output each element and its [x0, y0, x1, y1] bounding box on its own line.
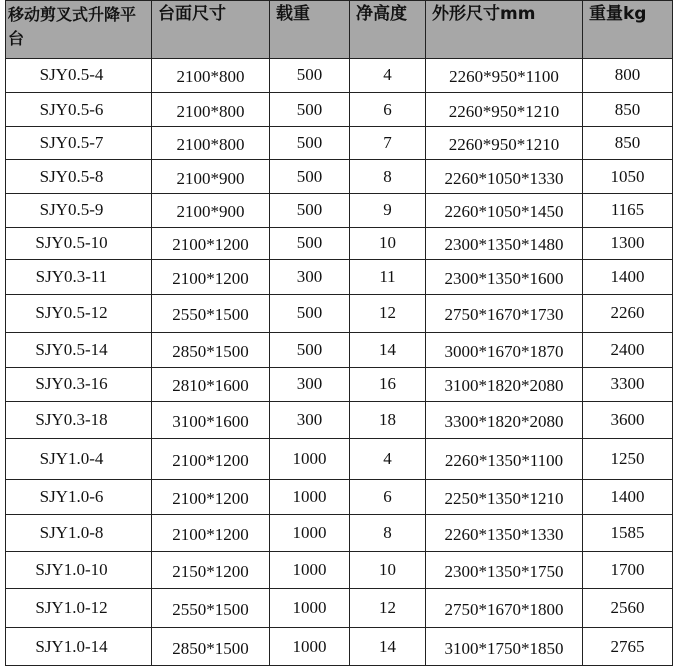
- cell-model: SJY0.5-7: [6, 127, 152, 160]
- cell-platform-size: 2100*900: [152, 160, 270, 194]
- table-row: [6, 160, 673, 194]
- cell-platform-size: 2550*1500: [152, 589, 270, 628]
- table-row: [6, 589, 673, 628]
- cell-model: SJY1.0-10: [6, 552, 152, 589]
- cell-weight: 850: [583, 127, 673, 160]
- cell-weight: 3600: [583, 402, 673, 439]
- cell-height: 4: [350, 59, 426, 93]
- cell-platform-size: 2100*1200: [152, 260, 270, 295]
- cell-load: 1000: [270, 439, 350, 480]
- table-row: [6, 552, 673, 589]
- table-row: [6, 479, 673, 514]
- cell-height: 11: [350, 260, 426, 295]
- cell-height: 14: [350, 628, 426, 666]
- table-row: [6, 628, 673, 666]
- cell-model: SJY1.0-6: [6, 479, 152, 514]
- cell-load: 500: [270, 127, 350, 160]
- cell-overall-size: 2260*1350*1100: [426, 439, 583, 480]
- cell-height: 18: [350, 402, 426, 439]
- cell-height: 7: [350, 127, 426, 160]
- cell-weight: 1400: [583, 260, 673, 295]
- cell-platform-size: 2850*1500: [152, 628, 270, 666]
- header-height: 净高度: [350, 1, 426, 59]
- cell-model: SJY0.5-12: [6, 295, 152, 333]
- cell-platform-size: 2550*1500: [152, 295, 270, 333]
- cell-model: SJY1.0-8: [6, 514, 152, 552]
- cell-overall-size: 2300*1350*1750: [426, 552, 583, 589]
- cell-overall-size: 2260*950*1100: [426, 59, 583, 93]
- cell-model: SJY0.5-8: [6, 160, 152, 194]
- cell-overall-size: 2300*1350*1600: [426, 260, 583, 295]
- cell-model: SJY0.5-14: [6, 332, 152, 367]
- cell-model: SJY1.0-14: [6, 628, 152, 666]
- cell-weight: 3300: [583, 367, 673, 402]
- cell-platform-size: 2100*1200: [152, 439, 270, 480]
- cell-load: 500: [270, 295, 350, 333]
- cell-height: 12: [350, 589, 426, 628]
- cell-overall-size: 2250*1350*1210: [426, 479, 583, 514]
- cell-height: 6: [350, 479, 426, 514]
- cell-weight: 1700: [583, 552, 673, 589]
- cell-overall-size: 2260*1050*1330: [426, 160, 583, 194]
- cell-load: 500: [270, 160, 350, 194]
- table-row: [6, 127, 673, 160]
- cell-model: SJY0.3-11: [6, 260, 152, 295]
- cell-weight: 1300: [583, 227, 673, 260]
- cell-model: SJY0.5-9: [6, 193, 152, 227]
- cell-model: SJY0.5-10: [6, 227, 152, 260]
- cell-platform-size: 2810*1600: [152, 367, 270, 402]
- cell-weight: 1250: [583, 439, 673, 480]
- cell-weight: 2765: [583, 628, 673, 666]
- cell-platform-size: 2100*1200: [152, 514, 270, 552]
- cell-load: 1000: [270, 589, 350, 628]
- cell-platform-size: 2100*800: [152, 92, 270, 127]
- cell-weight: 1165: [583, 193, 673, 227]
- cell-load: 300: [270, 402, 350, 439]
- cell-model: SJY0.5-6: [6, 92, 152, 127]
- cell-weight: 850: [583, 92, 673, 127]
- cell-weight: 1050: [583, 160, 673, 194]
- cell-height: 10: [350, 552, 426, 589]
- cell-load: 1000: [270, 552, 350, 589]
- cell-platform-size: 2100*800: [152, 59, 270, 93]
- header-row: [6, 1, 673, 59]
- cell-overall-size: 2300*1350*1480: [426, 227, 583, 260]
- cell-height: 9: [350, 193, 426, 227]
- cell-overall-size: 3100*1750*1850: [426, 628, 583, 666]
- cell-height: 8: [350, 514, 426, 552]
- cell-weight: 2400: [583, 332, 673, 367]
- cell-load: 300: [270, 367, 350, 402]
- cell-height: 10: [350, 227, 426, 260]
- cell-overall-size: 3300*1820*2080: [426, 402, 583, 439]
- cell-overall-size: 2260*1050*1450: [426, 193, 583, 227]
- table-row: [6, 402, 673, 439]
- cell-overall-size: 3000*1670*1870: [426, 332, 583, 367]
- cell-platform-size: 3100*1600: [152, 402, 270, 439]
- cell-load: 300: [270, 260, 350, 295]
- cell-weight: 800: [583, 59, 673, 93]
- cell-load: 500: [270, 92, 350, 127]
- cell-weight: 1400: [583, 479, 673, 514]
- table-row: [6, 514, 673, 552]
- cell-model: SJY0.5-4: [6, 59, 152, 93]
- cell-load: 500: [270, 59, 350, 93]
- table-row: [6, 193, 673, 227]
- cell-platform-size: 2850*1500: [152, 332, 270, 367]
- cell-weight: 2560: [583, 589, 673, 628]
- cell-load: 1000: [270, 514, 350, 552]
- cell-platform-size: 2100*1200: [152, 479, 270, 514]
- cell-overall-size: 2260*950*1210: [426, 92, 583, 127]
- cell-height: 8: [350, 160, 426, 194]
- cell-model: SJY1.0-12: [6, 589, 152, 628]
- cell-height: 16: [350, 367, 426, 402]
- table-body: [6, 59, 673, 666]
- cell-height: 12: [350, 295, 426, 333]
- table-row: [6, 367, 673, 402]
- header-overall-size: 外形尺寸mm: [426, 1, 583, 59]
- table-row: [6, 295, 673, 333]
- header-platform-size: 台面尺寸: [152, 1, 270, 59]
- table-row: [6, 439, 673, 480]
- cell-height: 6: [350, 92, 426, 127]
- cell-height: 4: [350, 439, 426, 480]
- cell-weight: 2260: [583, 295, 673, 333]
- header-product: 移动剪叉式升降平台: [6, 1, 152, 59]
- cell-overall-size: 3100*1820*2080: [426, 367, 583, 402]
- header-load: 载重: [270, 1, 350, 59]
- cell-platform-size: 2150*1200: [152, 552, 270, 589]
- cell-overall-size: 2750*1670*1730: [426, 295, 583, 333]
- cell-weight: 1585: [583, 514, 673, 552]
- cell-overall-size: 2260*950*1210: [426, 127, 583, 160]
- cell-overall-size: 2750*1670*1800: [426, 589, 583, 628]
- cell-load: 500: [270, 193, 350, 227]
- spec-table: [5, 0, 673, 666]
- table-row: [6, 92, 673, 127]
- table-row: [6, 59, 673, 93]
- cell-model: SJY0.3-18: [6, 402, 152, 439]
- cell-load: 500: [270, 332, 350, 367]
- cell-platform-size: 2100*1200: [152, 227, 270, 260]
- cell-load: 500: [270, 227, 350, 260]
- cell-model: SJY0.3-16: [6, 367, 152, 402]
- cell-overall-size: 2260*1350*1330: [426, 514, 583, 552]
- cell-platform-size: 2100*800: [152, 127, 270, 160]
- table-row: [6, 332, 673, 367]
- header-weight: 重量kg: [583, 1, 673, 59]
- cell-load: 1000: [270, 479, 350, 514]
- cell-model: SJY1.0-4: [6, 439, 152, 480]
- table-row: [6, 227, 673, 260]
- cell-height: 14: [350, 332, 426, 367]
- table-row: [6, 260, 673, 295]
- cell-load: 1000: [270, 628, 350, 666]
- cell-platform-size: 2100*900: [152, 193, 270, 227]
